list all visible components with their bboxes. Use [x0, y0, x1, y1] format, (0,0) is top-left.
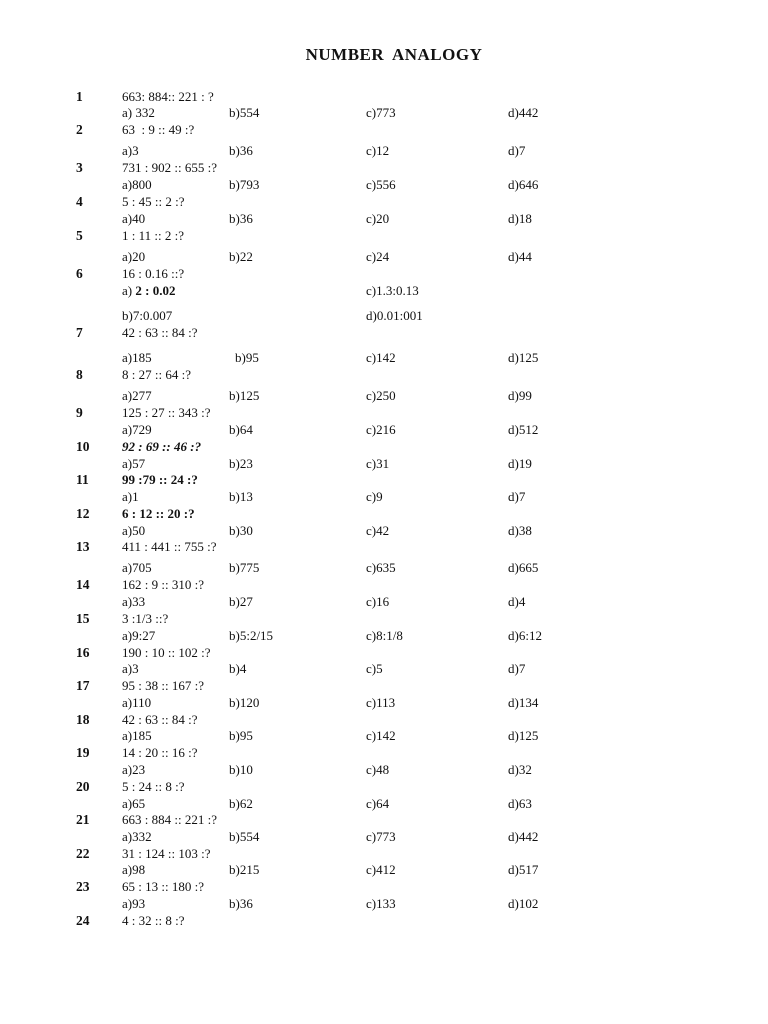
- option-b: b)62: [229, 796, 253, 811]
- question-text: 663 : 884 :: 221 :?: [122, 812, 217, 827]
- option-a: a)3: [122, 661, 139, 676]
- option-c: c)8:1/8: [366, 628, 403, 643]
- question-number: 12: [76, 506, 90, 521]
- option-a: a)65: [122, 796, 146, 811]
- option-c: c)42: [366, 523, 390, 538]
- question-text: 5 : 24 :: 8 :?: [122, 779, 185, 794]
- question-text: 65 : 13 :: 180 :?: [122, 879, 204, 894]
- option-a: a)23: [122, 762, 146, 777]
- question-text: 3 :1/3 ::?: [122, 611, 169, 626]
- option-b: b)23: [229, 456, 253, 471]
- question-number: 19: [76, 745, 90, 760]
- option-d: d)125: [508, 728, 539, 743]
- option-a: a)33: [122, 594, 146, 609]
- option-b: b)120: [229, 695, 260, 710]
- question-number: 5: [76, 228, 83, 243]
- option-d: d)125: [508, 350, 539, 365]
- option-b: b)775: [229, 560, 260, 575]
- option-a: a)110: [122, 695, 152, 710]
- option-a: a)277: [122, 388, 152, 403]
- option-d: d)7: [508, 143, 526, 158]
- option-d: d)38: [508, 523, 532, 538]
- option-b: b)27: [229, 594, 253, 609]
- option-a: a) 332: [122, 105, 155, 120]
- option-d: d)102: [508, 896, 539, 911]
- option-a-value: 2 : 0.02: [135, 283, 176, 298]
- option-d: d)7: [508, 661, 526, 676]
- option-d: d)646: [508, 177, 539, 192]
- option-b: b)13: [229, 489, 253, 504]
- question-number: 16: [76, 645, 90, 660]
- option-b: b)793: [229, 177, 260, 192]
- question-number: 9: [76, 405, 83, 420]
- option-a: a)9:27: [122, 628, 156, 643]
- question-number: 8: [76, 367, 83, 382]
- option-c: c)635: [366, 560, 396, 575]
- option-c: c)773: [366, 105, 396, 120]
- option-a: [122, 283, 175, 299]
- option-d: d)517: [508, 862, 539, 877]
- question-text: 42 : 63 :: 84 :?: [122, 325, 198, 340]
- option-c: c)412: [366, 862, 396, 877]
- option-b: b)22: [229, 249, 253, 264]
- question-text: 95 : 38 :: 167 :?: [122, 678, 204, 693]
- option-a: a)705: [122, 560, 152, 575]
- option-b: b)30: [229, 523, 253, 538]
- option-a: a)57: [122, 456, 146, 471]
- question-number: 13: [76, 539, 90, 554]
- question-text: 92 : 69 :: 46 :?: [122, 439, 202, 454]
- question-text: 31 : 124 :: 103 :?: [122, 846, 211, 861]
- option-c: c)142: [366, 350, 396, 365]
- option-d: d)32: [508, 762, 532, 777]
- question-text: 5 : 45 :: 2 :?: [122, 194, 185, 209]
- question-text: 663: 884:: 221 : ?: [122, 89, 214, 104]
- question-number: 11: [76, 472, 89, 487]
- option-c: c)24: [366, 249, 390, 264]
- question-text: 125 : 27 :: 343 :?: [122, 405, 211, 420]
- question-number: 7: [76, 325, 83, 340]
- question-number: 22: [76, 846, 90, 861]
- option-a-prefix: a): [122, 283, 136, 298]
- option-b: b)554: [229, 829, 260, 844]
- option-d: d)0.01:001: [366, 308, 423, 323]
- option-c: c)9: [366, 489, 383, 504]
- option-a: a)40: [122, 211, 146, 226]
- question-text: 14 : 20 :: 16 :?: [122, 745, 198, 760]
- option-b: b)95: [235, 350, 259, 365]
- option-c: c)31: [366, 456, 390, 471]
- option-a: a)98: [122, 862, 146, 877]
- question-number: 20: [76, 779, 90, 794]
- question-number: 10: [76, 439, 90, 454]
- question-text: 411 : 441 :: 755 :?: [122, 539, 217, 554]
- question-number: 2: [76, 122, 83, 137]
- question-text: 1 : 11 :: 2 :?: [122, 228, 184, 243]
- option-b: b)95: [229, 728, 253, 743]
- question-number: 14: [76, 577, 90, 592]
- option-c: c)12: [366, 143, 390, 158]
- option-a: a)1: [122, 489, 139, 504]
- question-number: 17: [76, 678, 90, 693]
- option-c: c)142: [366, 728, 396, 743]
- option-d: d)7: [508, 489, 526, 504]
- option-b: b)125: [229, 388, 260, 403]
- option-c: c)773: [366, 829, 396, 844]
- question-text: 16 : 0.16 ::?: [122, 266, 185, 281]
- option-d: d)442: [508, 829, 539, 844]
- question-text: 99 :79 :: 24 :?: [122, 472, 198, 487]
- option-c: c)48: [366, 762, 390, 777]
- option-d: d)442: [508, 105, 539, 120]
- question-number: 21: [76, 812, 90, 827]
- option-c: c)216: [366, 422, 396, 437]
- question-number: 18: [76, 712, 90, 727]
- option-b: b)5:2/15: [229, 628, 274, 643]
- option-d: d)512: [508, 422, 539, 437]
- option-a: a)185: [122, 350, 152, 365]
- question-number: 1: [76, 89, 83, 104]
- question-text: 162 : 9 :: 310 :?: [122, 577, 204, 592]
- option-c: c)1.3:0.13: [366, 283, 419, 298]
- option-d: d)63: [508, 796, 532, 811]
- question-text: 8 : 27 :: 64 :?: [122, 367, 191, 382]
- option-c: c)5: [366, 661, 383, 676]
- option-b: b)36: [229, 211, 253, 226]
- option-d: d)134: [508, 695, 539, 710]
- option-c: c)556: [366, 177, 396, 192]
- option-c: c)16: [366, 594, 390, 609]
- question-number: 6: [76, 266, 83, 281]
- option-c: c)250: [366, 388, 396, 403]
- option-b: b)4: [229, 661, 247, 676]
- option-c: c)113: [366, 695, 396, 710]
- question-text: 190 : 10 :: 102 :?: [122, 645, 211, 660]
- option-a: a)729: [122, 422, 152, 437]
- question-text: 63 : 9 :: 49 :?: [122, 122, 195, 137]
- option-a: a)3: [122, 143, 139, 158]
- page-title: NUMBER ANALOGY: [305, 45, 483, 64]
- option-b: b)10: [229, 762, 253, 777]
- question-number: 24: [76, 913, 90, 928]
- option-b: b)64: [229, 422, 253, 437]
- option-b: b)7:0.007: [122, 308, 173, 323]
- option-a: a)93: [122, 896, 146, 911]
- option-b: b)554: [229, 105, 260, 120]
- option-d: d)18: [508, 211, 532, 226]
- option-d: d)19: [508, 456, 532, 471]
- question-number: 23: [76, 879, 90, 894]
- option-d: d)99: [508, 388, 532, 403]
- option-a: a)185: [122, 728, 152, 743]
- question-text: 4 : 32 :: 8 :?: [122, 913, 185, 928]
- option-b: b)36: [229, 143, 253, 158]
- option-d: d)6:12: [508, 628, 542, 643]
- option-c: c)64: [366, 796, 390, 811]
- option-d: d)44: [508, 249, 532, 264]
- question-number: 15: [76, 611, 90, 626]
- option-a: a)332: [122, 829, 152, 844]
- question-text: 6 : 12 :: 20 :?: [122, 506, 195, 521]
- question-text: 731 : 902 :: 655 :?: [122, 160, 217, 175]
- option-b: b)215: [229, 862, 260, 877]
- option-c: c)20: [366, 211, 390, 226]
- question-number: 4: [76, 194, 83, 209]
- option-b: b)36: [229, 896, 253, 911]
- option-d: d)665: [508, 560, 539, 575]
- option-a: a)20: [122, 249, 146, 264]
- question-text: 42 : 63 :: 84 :?: [122, 712, 198, 727]
- option-d: d)4: [508, 594, 526, 609]
- question-number: 3: [76, 160, 83, 175]
- option-a: a)800: [122, 177, 152, 192]
- option-a: a)50: [122, 523, 146, 538]
- option-c: c)133: [366, 896, 396, 911]
